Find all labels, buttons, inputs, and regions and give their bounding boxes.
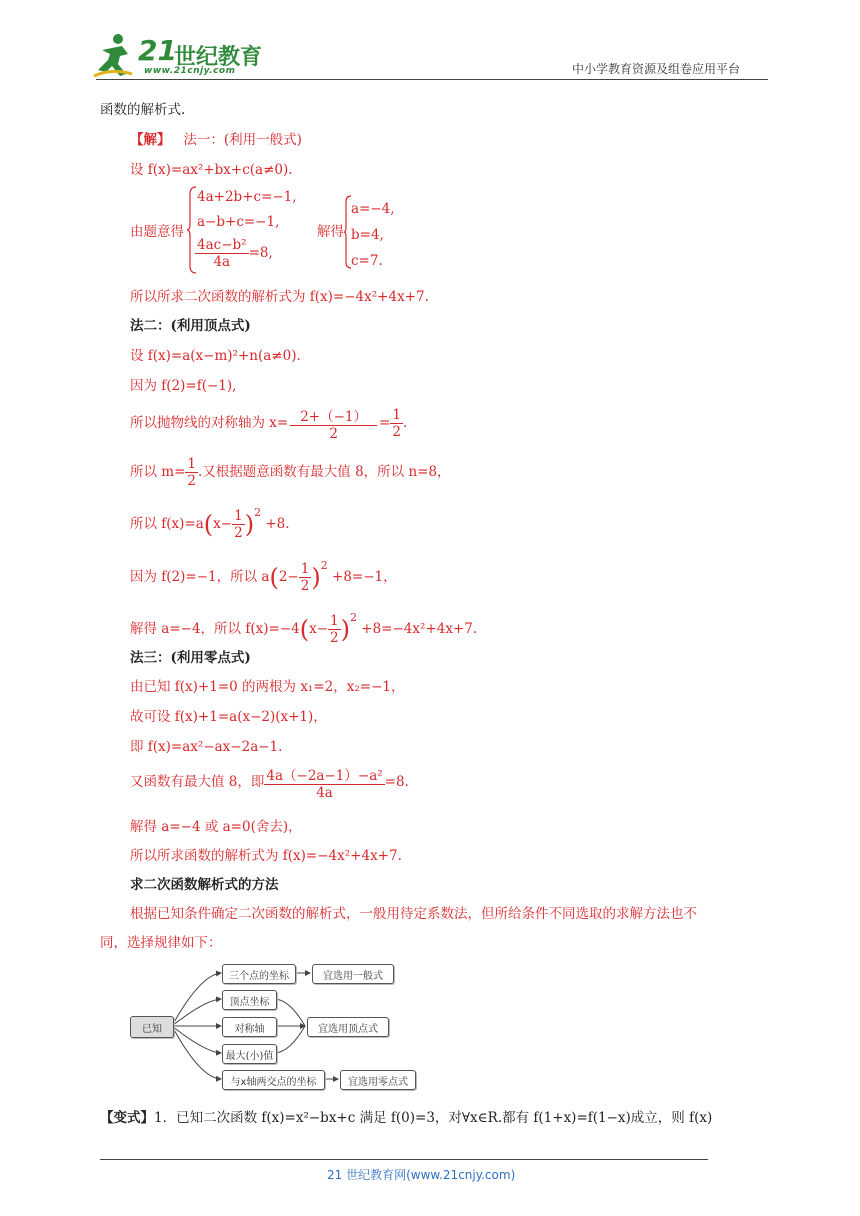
footer-rule	[100, 1159, 708, 1160]
method3-line4-num: 4a（−2a−1）−a²	[264, 764, 384, 785]
method2-axis-den: 2	[329, 426, 338, 442]
diagram-condition-zeros: 与x轴两交点的坐标	[222, 1070, 325, 1090]
half-num: 1	[234, 508, 243, 524]
diagram-condition-extremum: 最大(小)值	[222, 1044, 277, 1064]
method2-title: 法二：(利用顶点式)	[130, 318, 251, 334]
footer-text: 21 世纪教育网(www.21cnjy.com)	[327, 1168, 516, 1182]
half-den: 2	[187, 473, 196, 489]
half-den: 2	[330, 630, 339, 646]
method1-sol2: b=4,	[351, 227, 384, 243]
method3-line4-den: 4a	[316, 785, 333, 801]
square-exp: 2	[254, 506, 262, 519]
diagram-condition-axis: 对称轴	[222, 1017, 277, 1037]
method2-fx-post: +8.	[265, 516, 290, 532]
half-num: 1	[300, 561, 310, 577]
half-num: 1	[330, 613, 339, 629]
method-summary-title: 求二次函数解析式的方法	[130, 877, 279, 893]
method2-m-pre: 所以 m=	[130, 464, 186, 480]
method1-set: 设 f(x)=ax²+bx+c(a≠0).	[130, 162, 293, 178]
method2-because: 因为 f(2)=f(−1),	[130, 378, 237, 394]
method-summary-p2: 同，选择规律如下：	[100, 935, 222, 951]
method1-title: 法一：(利用一般式)	[183, 132, 302, 148]
method2-fx-line: 所以 f(x)=a(x− $\frac{1}{2}$ )$^2$ +8.	[130, 506, 290, 541]
method1-eq1: 4a+2b+c=−1,	[197, 189, 297, 205]
method3-line4-post: =8.	[384, 774, 409, 790]
method2-axis-num: 2+（−1）	[290, 405, 377, 426]
diagram-condition-vertex: 顶点坐标	[222, 990, 277, 1010]
method1-eq3-rhs: =8,	[248, 245, 273, 261]
variant-label: 【变式】	[100, 1110, 154, 1126]
method2-axis-line: 所以抛物线的对称轴为 x= $\frac{2+(-1)}{2}$ = $\frac{1}{2}$ .	[130, 407, 408, 442]
method-summary-p1: 根据已知条件确定二次函数的解析式，一般用待定系数法，但所给条件不同选取的求解方法也不	[130, 906, 697, 922]
paren-inner: x−	[213, 516, 233, 532]
method3-line5: 解得 a=−4 或 a=0(舍去)，	[130, 819, 302, 835]
method2-half-num: 1	[392, 407, 401, 423]
paren-inner: 2−	[278, 569, 299, 585]
method1-eq3-num: 4ac−b²	[197, 237, 247, 253]
half-den: 2	[234, 525, 243, 541]
method2-final-pre: 解得 a=−4，所以 f(x)=−4	[130, 621, 300, 637]
square-exp: 2	[320, 559, 328, 572]
diagram-result-general: 宜选用一般式	[312, 964, 394, 984]
method1-solve-label: 解得	[317, 224, 344, 240]
logo-url: www.21cnjy.com	[144, 66, 236, 76]
header-right-text: 中小学教育资源及组卷应用平台	[572, 62, 741, 76]
method3-line3: 即 f(x)=ax²−ax−2a−1.	[130, 739, 283, 755]
method2-f2-pre: 因为 f(2)=−1，所以 a	[130, 569, 270, 585]
method2-final-post: +8=−4x²+4x+7.	[361, 621, 478, 637]
method2-fx-pre: 所以 f(x)=a	[130, 516, 204, 532]
logo-text: 世纪教育	[174, 45, 263, 70]
method1-eq3-den: 4a	[213, 254, 231, 270]
diagram-result-zeros: 宜选用零点式	[340, 1070, 416, 1090]
method2-half-den: 2	[392, 424, 401, 440]
diagram-result-vertex: 宜选用顶点式	[307, 1017, 389, 1037]
diagram-condition-three-points: 三个点的坐标	[222, 964, 296, 984]
method2-final-line: 解得 a=−4，所以 f(x)=−4(x− $\frac{1}{2}$ )$^2$ +8=−4x²+4x+7.	[130, 611, 478, 646]
method1-sol1: a=−4,	[351, 201, 395, 217]
intro-line: 函数的解析式.	[100, 102, 186, 118]
paren-inner: x−	[309, 621, 329, 637]
method1-eq2: a−b+c=−1,	[197, 214, 280, 230]
variant-line	[100, 1109, 712, 1127]
method2-axis-eq: =	[379, 415, 391, 431]
variant-text: 1．已知二次函数 f(x)=x²−bx+c 满足 f(0)=3，对∀x∈R.都有 f(1+x)=f(1−x)成立，则 f(x)	[154, 1110, 713, 1126]
method3-line6: 所以所求函数的解析式为 f(x)=−4x²+4x+7.	[130, 848, 402, 864]
method2-m-post: .又根据题意函数有最大值 8，所以 n=8，	[198, 464, 451, 480]
method2-f2-line: 因为 f(2)=−1，所以 a(2− $\frac{1}{2}$ )$^2$ +8=−1，	[130, 559, 397, 594]
square-exp: 2	[349, 611, 357, 624]
method2-axis-pre: 所以抛物线的对称轴为 x=	[130, 415, 289, 431]
half-num: 1	[187, 456, 196, 472]
method2-f2-post: +8=−1，	[332, 569, 397, 585]
diagram-known-box: 已知	[130, 1016, 174, 1038]
method1-condition-label: 由题意得	[130, 224, 184, 240]
method1-result: 所以所求二次函数的解析式为 f(x)=−4x²+4x+7.	[130, 289, 429, 305]
solution-label: 【解】	[130, 132, 171, 148]
method3-title: 法三：(利用零点式)	[130, 650, 251, 666]
method2-set: 设 f(x)=a(x−m)²+n(a≠0).	[130, 348, 301, 364]
method1-sol3: c=7.	[351, 253, 383, 269]
method3-line2: 故可设 f(x)+1=a(x−2)(x+1)，	[130, 709, 327, 725]
method3-line1: 由已知 f(x)+1=0 的两根为 x₁=2，x₂=−1，	[130, 679, 405, 695]
half-den: 2	[300, 578, 310, 594]
logo-number: 21	[138, 34, 177, 67]
method3-line4-pre: 又函数有最大值 8，即	[130, 774, 265, 790]
